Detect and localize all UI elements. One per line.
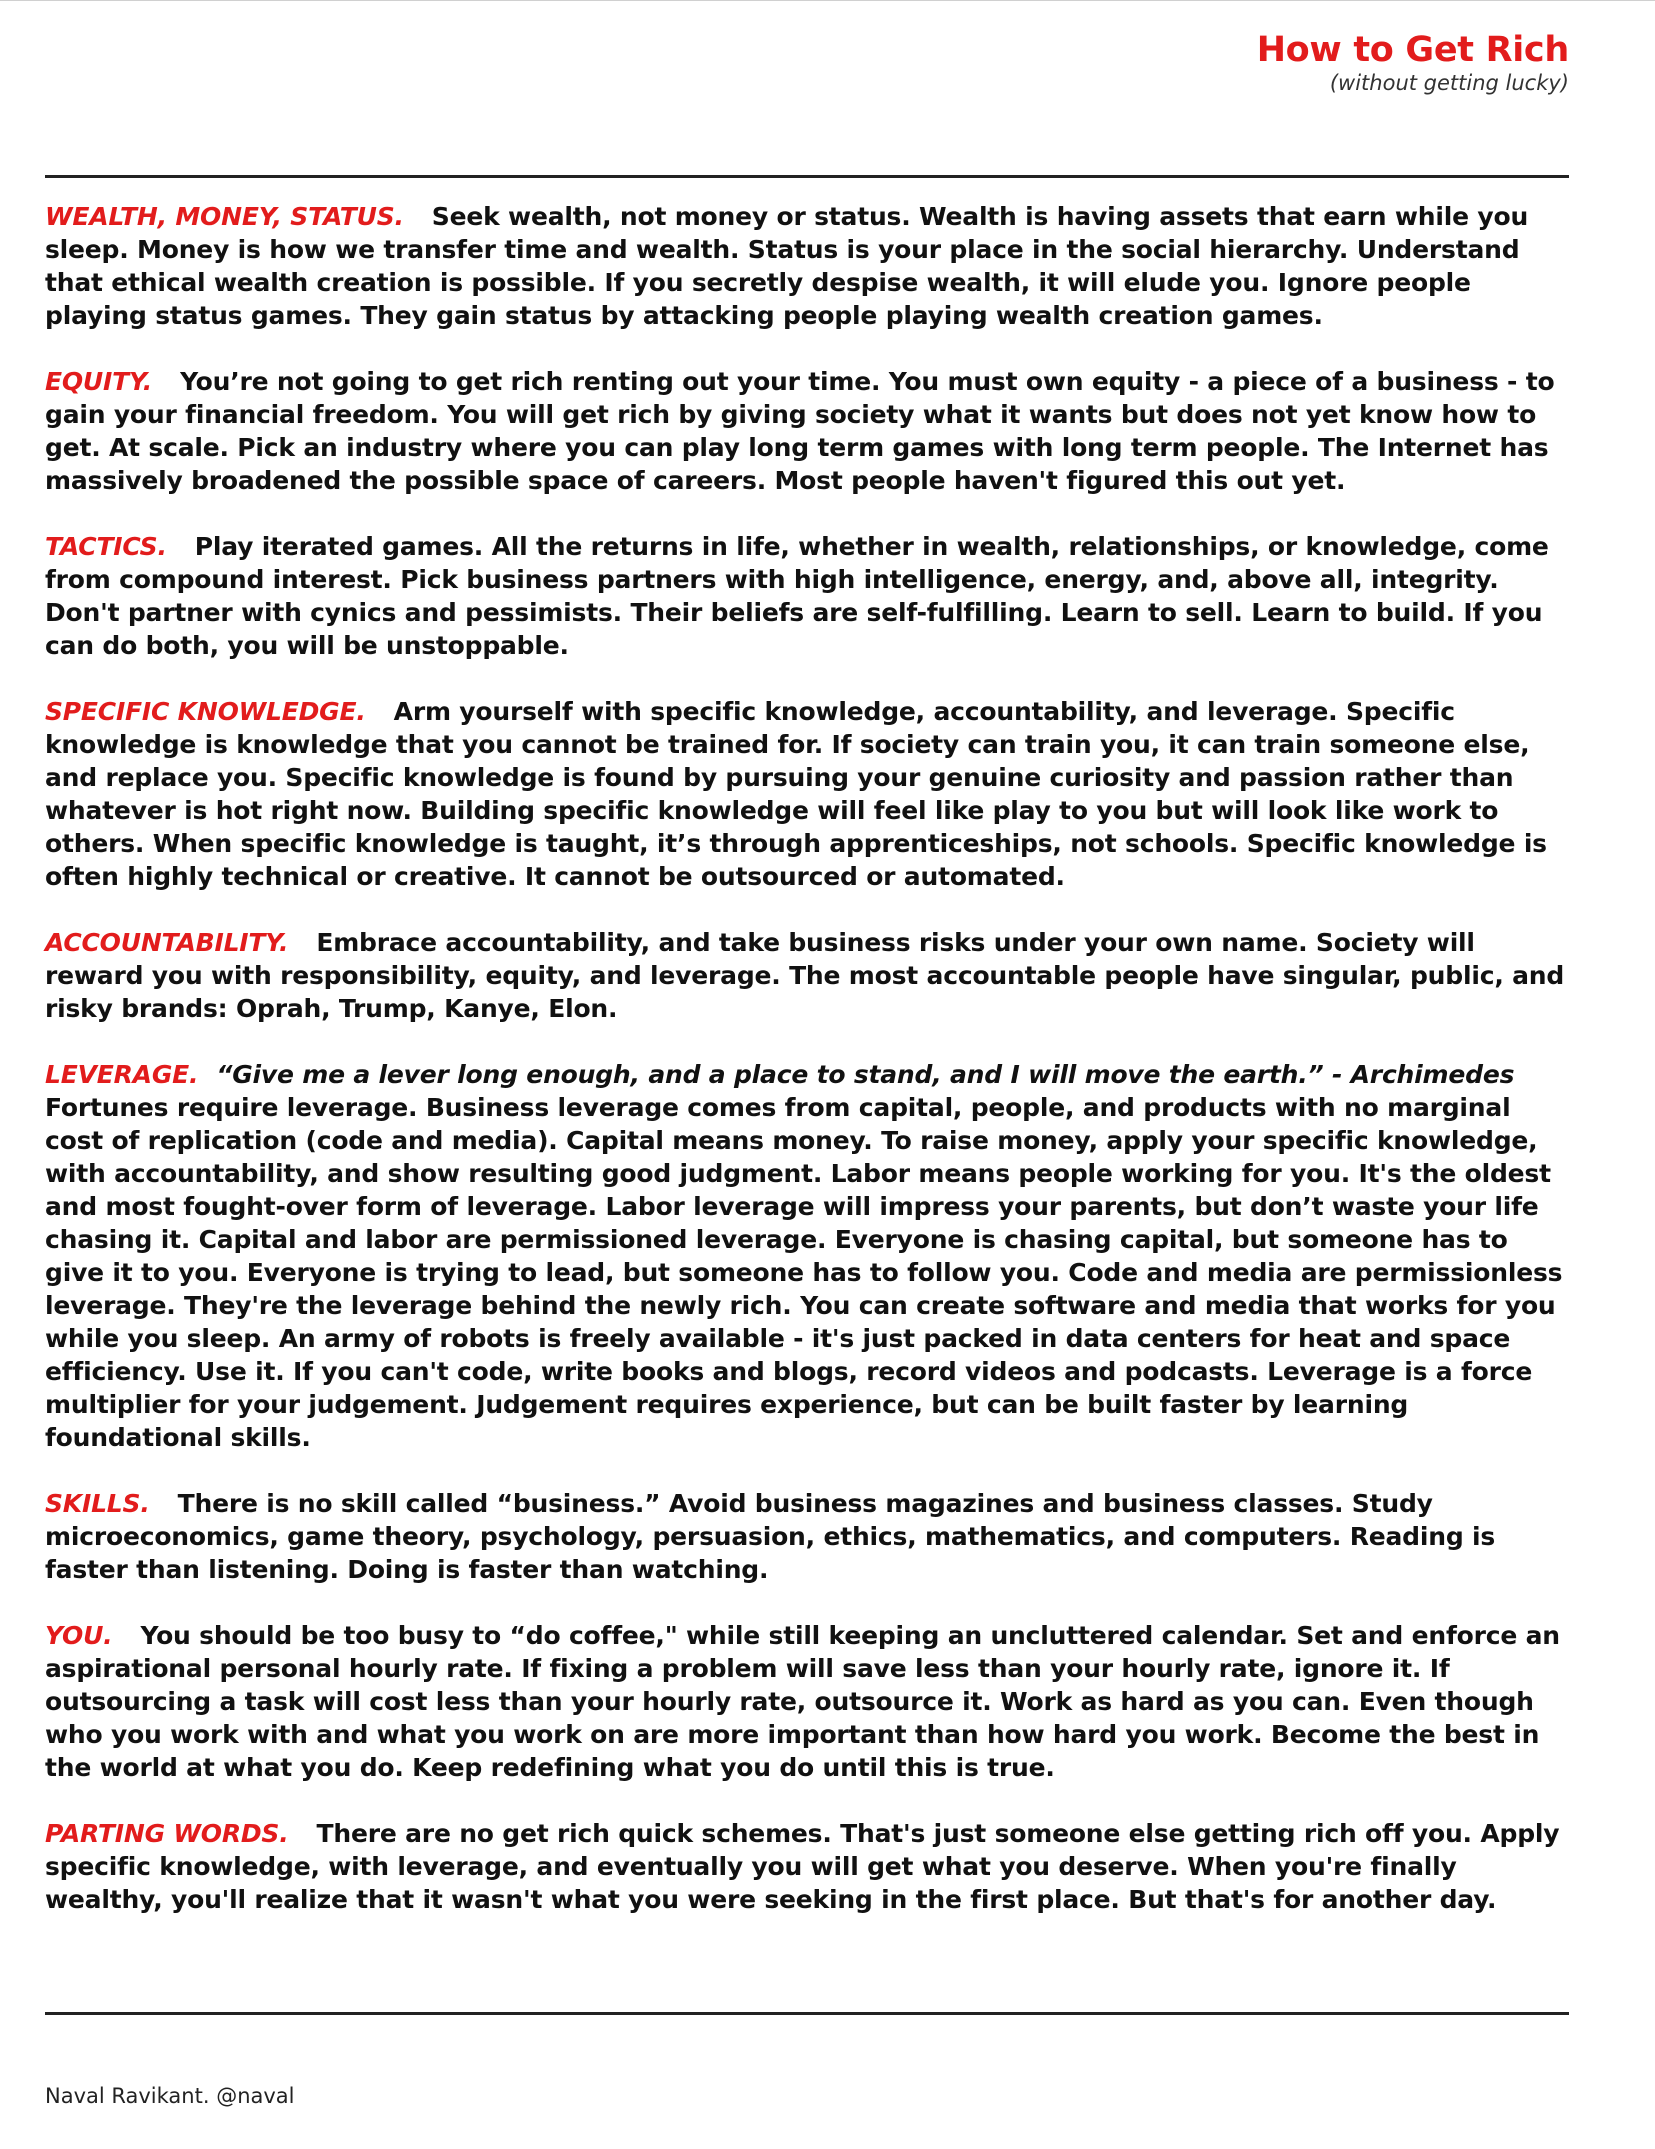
header-divider [45, 175, 1569, 178]
section-skills [45, 1487, 1569, 1586]
section-you [45, 1619, 1569, 1784]
document-subtitle: (without getting lucky) [1329, 71, 1569, 95]
document-body [45, 200, 1569, 1949]
section-text: Arm yourself with specific knowledge, accountability, and leverage. Specific knowledge is knowledge that you cannot be trained for. If society can train you, it can train someone else, and replace you. Specific knowledge is found by pursuing your genuine curiosity and passion rather than whatever is hot right now. Building specific knowledge will feel like play to you but will look like work to others. When specific knowledge is taught, it’s through apprenticeships, not schools. Specific knowledge is often highly technical or creative. It cannot be outsourced or automated. [45, 697, 1547, 891]
section-heading: SKILLS. [45, 1489, 150, 1518]
footer-divider [45, 2012, 1569, 2015]
section-text: Seek wealth, not money or status. Wealth is having assets that earn while you sleep. Money is how we transfer time and wealth. Status is your place in the social hierarchy. Understand that ethical wealth creation is possible. If you secretly despise wealth, it will elude you. Ignore people playing status games. They gain status by attacking people playing wealth creation games. [45, 202, 1529, 330]
section-text: You should be too busy to “do coffee," while still keeping an uncluttered calendar. Set and enforce an aspirational personal hourly rate. If fixing a problem will save less than your hourly rate, ignore it. If outsourcing a task will cost less than your hourly rate, outsource it. Work as hard as you can. Even though who you work with and what you work on are more important than how hard you work. Become the best in the world at what you do. Keep redefining what you do until this is true. [45, 1621, 1560, 1782]
section-text: Play iterated games. All the returns in life, whether in wealth, relationships, or knowledge, come from compound interest. Pick business partners with high intelligence, energy, and, above all, integrity. Don't partner with cynics and pessimists. Their beliefs are self-fulfilling. Learn to sell. Learn to build. If you can do both, you will be unstoppable. [45, 532, 1549, 660]
document-header [1257, 28, 1569, 96]
section-heading: LEVERAGE. [45, 1060, 199, 1089]
section-text: There are no get rich quick schemes. That's just someone else getting rich off you. Apply specific knowledge, with leverage, and eventually you will get what you deserve. When you're finally wealthy, you'll realize that it wasn't what you were seeking in the first place. But that's for another day. [45, 1819, 1560, 1914]
section-heading: WEALTH, MONEY, STATUS. [45, 202, 404, 231]
page-top-edge [0, 0, 1655, 1]
section-text: Embrace accountability, and take business risks under your own name. Society will reward you with responsibility, equity, and leverage. The most accountable people have singular, public, and risky brands: Oprah, Trump, Kanye, Elon. [45, 928, 1565, 1023]
section-heading: EQUITY. [45, 367, 153, 396]
section-text: Fortunes require leverage. Business leverage comes from capital, people, and products with no marginal cost of replication (code and media). Capital means money. To raise money, apply your specific knowledge, with accountability, and show resulting good judgment. Labor means people working for you. It's the oldest and most fought-over form of leverage. Labor leverage will impress your parents, but don’t waste your life chasing it. Capital and labor are permissioned leverage. Everyone is chasing capital, but someone has to give it to you. Everyone is trying to lead, but someone has to follow you. Code and media are permissionless leverage. They're the leverage behind the newly rich. You can create software and media that works for you while you sleep. An army of robots is freely available - it's just packed in data centers for heat and space efficiency. Use it. If you can't code, write books and blogs, record videos and podcasts. Leverage is a force multiplier for your judgement. Judgement requires experience, but can be built faster by learning foundational skills. [45, 1093, 1563, 1452]
section-heading: PARTING WORDS. [45, 1819, 289, 1848]
section-heading: TACTICS. [45, 532, 167, 561]
section-heading: SPECIFIC KNOWLEDGE. [45, 697, 366, 726]
archimedes-quote: “Give me a lever long enough, and a place to stand, and I will move the earth.” - Archimedes [216, 1060, 1515, 1089]
document-title: How to Get Rich [1256, 30, 1569, 70]
section-leverage [45, 1058, 1569, 1454]
section-wealth-money-status [45, 200, 1569, 332]
author-credit: Naval Ravikant. @naval [45, 2084, 295, 2108]
section-heading: YOU. [45, 1621, 113, 1650]
section-text: You’re not going to get rich renting out your time. You must own equity - a piece of a business - to gain your financial freedom. You will get rich by giving society what it wants but does not yet know how to get. At scale. Pick an industry where you can play long term games with long term people. The Internet has massively broadened the possible space of careers. Most people haven't figured this out yet. [45, 367, 1555, 495]
section-parting-words [45, 1817, 1569, 1916]
section-equity [45, 365, 1569, 497]
section-accountability [45, 926, 1569, 1025]
section-heading: ACCOUNTABILITY. [45, 928, 289, 957]
section-specific-knowledge [45, 695, 1569, 893]
section-tactics [45, 530, 1569, 662]
section-text: There is no skill called “business.” Avoid business magazines and business classes. Study microeconomics, game theory, psychology, persuasion, ethics, mathematics, and computers. Reading is faster than listening. Doing is faster than watching. [45, 1489, 1496, 1584]
